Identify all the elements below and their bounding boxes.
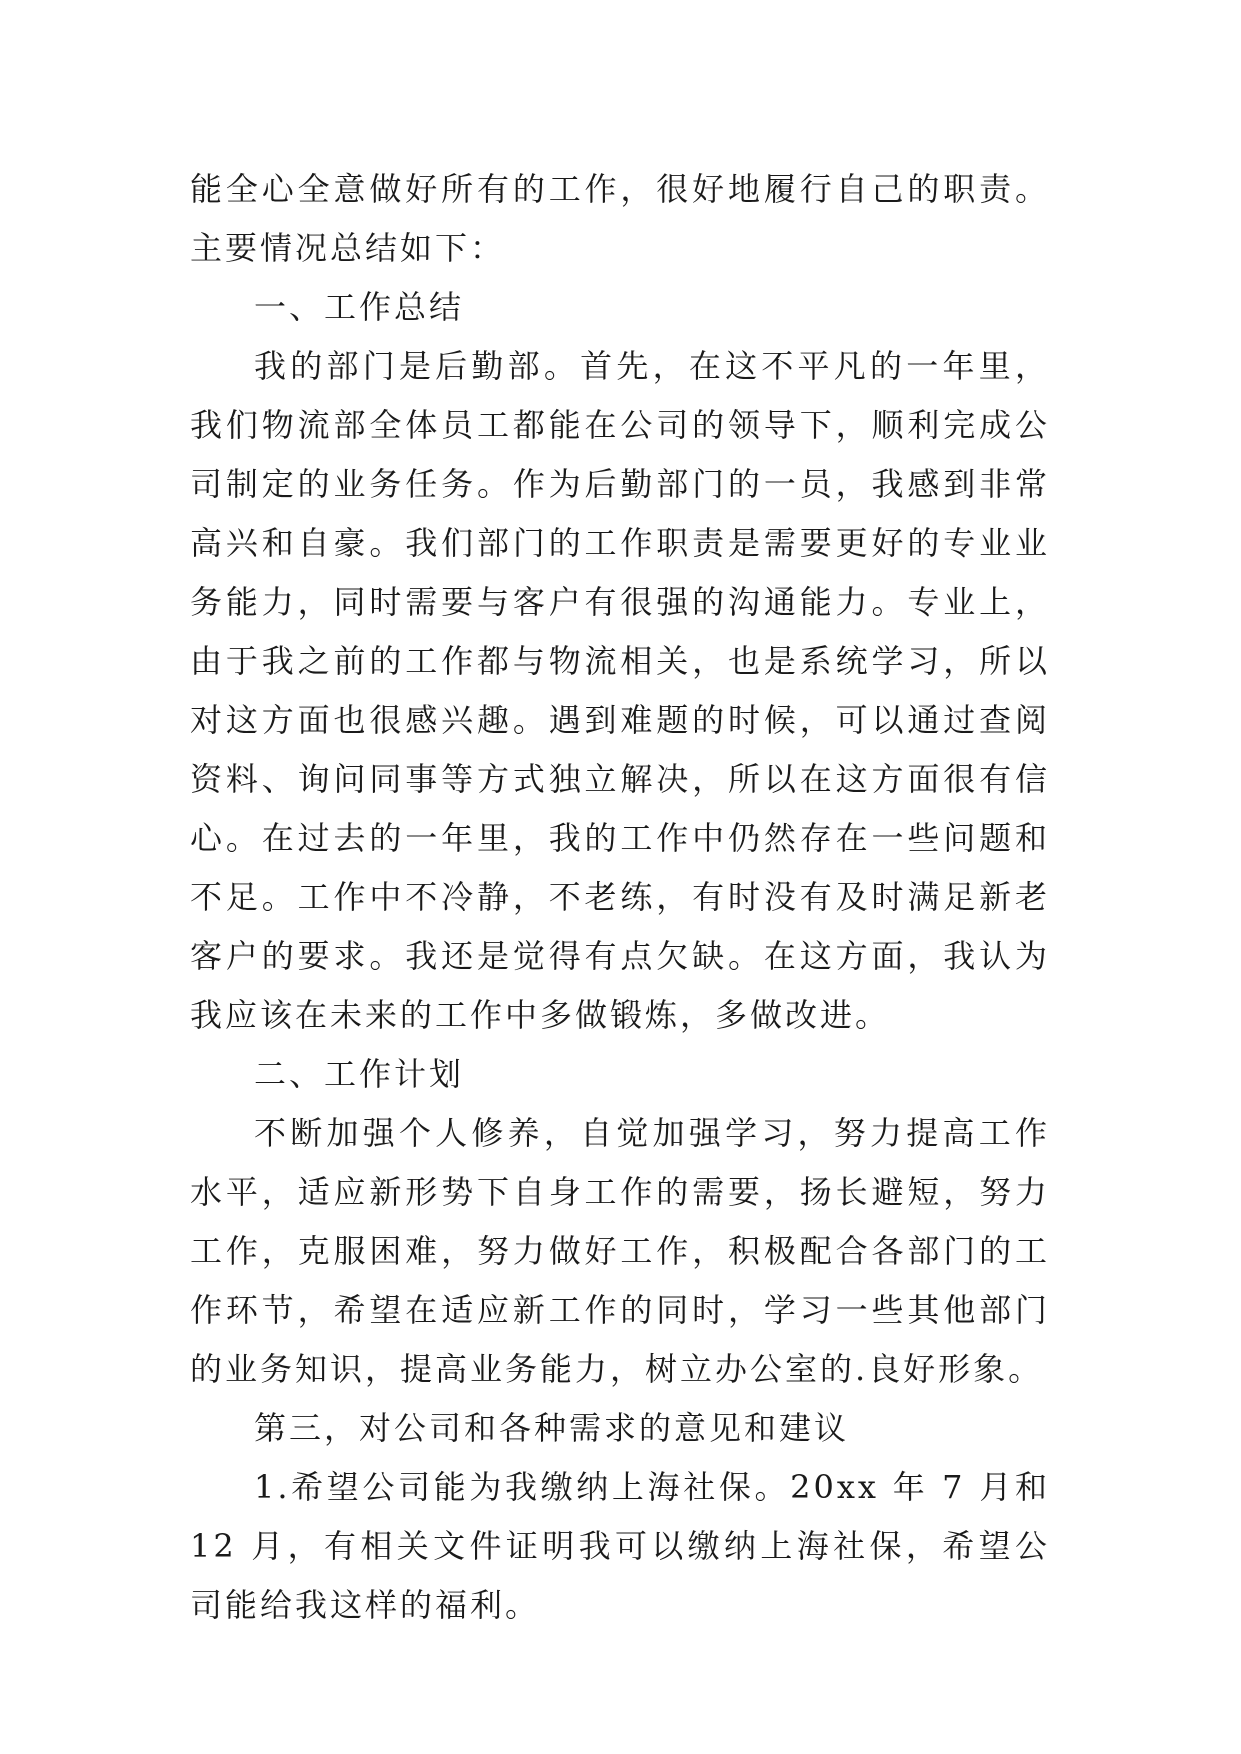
document-body (190, 160, 1050, 1635)
paragraph-summary-intro: 能全心全意做好所有的工作，很好地履行自己的职责。主要情况总结如下： (190, 170, 1050, 267)
paragraph-suggestion-1: 1.希望公司能为我缴纳上海社保。20xx 年 7 月和 12 月，有相关文件证明我可以缴纳上海社保，希望公司能给我这样的福利。 (190, 1468, 1050, 1624)
heading-work-plan: 二、工作计划 (254, 1055, 465, 1093)
heading-suggestions: 第三，对公司和各种需求的意见和建议 (254, 1409, 850, 1447)
paragraph-work-summary: 我的部门是后勤部。首先，在这不平凡的一年里，我们物流部全体员工都能在公司的领导下，顺利完成公司制定的业务任务。作为后勤部门的一员，我感到非常高兴和自豪。我们部门的工作职责是需要更好的专业业务能力，同时需要与客户有很强的沟通能力。专业上，由于我之前的工作都与物流相关，也是系统学习，所以对这方面也很感兴趣。遇到难题的时候，可以通过查阅资料、询问同事等方式独立解决，所以在这方面很有信心。在过去的一年里，我的工作中仍然存在一些问题和不足。工作中不冷静，不老练，有时没有及时满足新老客户的要求。我还是觉得有点欠缺。在这方面，我认为我应该在未来的工作中多做锻炼，多做改进。 (190, 347, 1050, 1034)
paragraph-work-plan: 不断加强个人修养，自觉加强学习，努力提高工作水平，适应新形势下自身工作的需要，扬长避短，努力工作，克服困难，努力做好工作，积极配合各部门的工作环节，希望在适应新工作的同时，学习一些其他部门的业务知识，提高业务能力，树立办公室的.良好形象。 (190, 1114, 1050, 1388)
heading-work-summary: 一、工作总结 (254, 288, 465, 326)
